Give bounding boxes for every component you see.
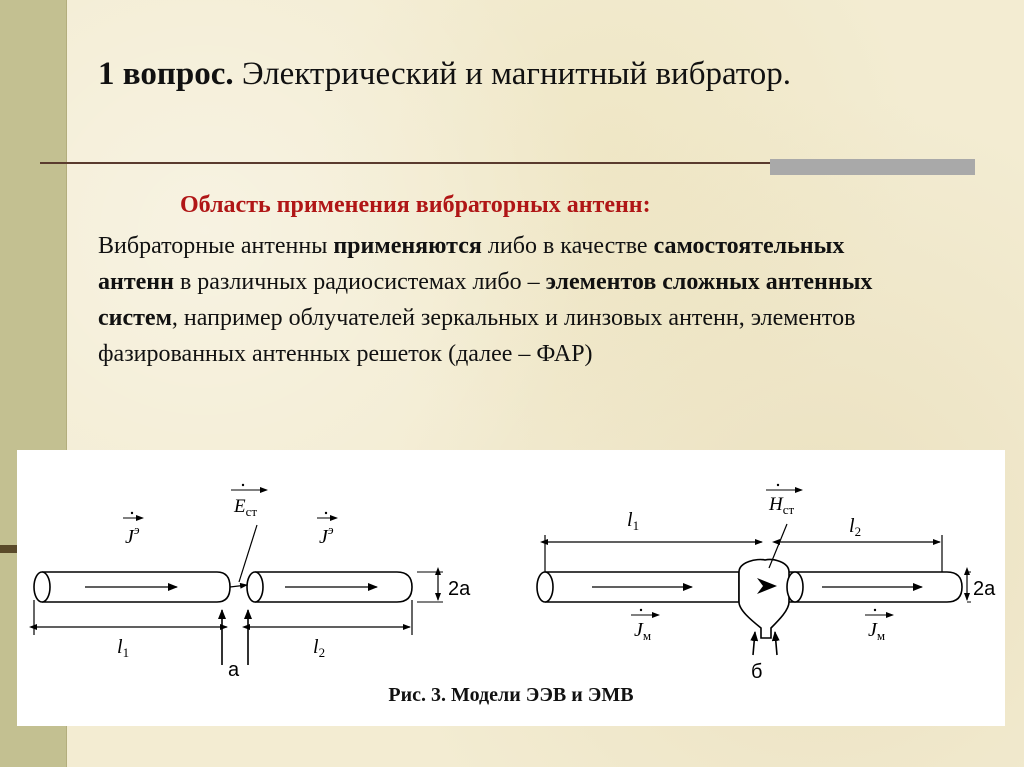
gap-label-b: б <box>751 661 763 683</box>
field-label-h: $H_{ст}$ <box>769 494 795 517</box>
current-label-left: $J^э$ <box>125 522 140 548</box>
feed-arrow-m-right <box>775 632 777 655</box>
left-rod-m <box>537 572 739 602</box>
dim-l1-label: $l_1$ <box>117 636 130 660</box>
gap-field-arrow <box>230 585 247 587</box>
figure-panel <box>17 450 1005 726</box>
current-dot-right <box>325 512 327 514</box>
gap-label-a: а <box>228 659 240 681</box>
magnetic-vibrator-model <box>537 484 996 683</box>
dim-l2-label: $l_2$ <box>313 636 326 660</box>
body-paragraph <box>98 228 918 372</box>
field-dot-h <box>777 484 779 486</box>
field-label-e: $E_{ст}$ <box>234 496 258 519</box>
right-rod <box>247 572 412 602</box>
left-accent-marker <box>0 545 17 553</box>
left-rod <box>34 572 230 602</box>
feed-arrow-m-left <box>753 632 755 655</box>
right-rod-m <box>787 572 962 602</box>
current-dot-m-left <box>640 609 642 611</box>
paragraph-bold-3: элементов сложных антенных систем <box>98 269 873 331</box>
slide-title <box>98 54 791 94</box>
current-label-m-right: $J_м$ <box>868 619 886 643</box>
title-text: Электрический и магнитный вибратор. <box>233 56 792 92</box>
paragraph-text-1: Вибраторные антенны <box>98 233 334 259</box>
current-label-m-left: $J_м$ <box>634 619 652 643</box>
diameter-label-left: 2а <box>448 578 471 600</box>
field-dot-e <box>242 484 244 486</box>
section-heading: Область применения вибраторных антенн: <box>180 192 651 218</box>
paragraph-text-2: либо в качестве <box>481 233 654 259</box>
diameter-label-right: 2а <box>973 578 996 600</box>
paragraph-text-3: в различных радиосистемах либо – <box>173 269 546 295</box>
title-divider-accent <box>770 159 975 175</box>
current-dot-m-right <box>874 609 876 611</box>
electric-vibrator-model <box>34 484 471 681</box>
dim-m-l2-label: $l_2$ <box>849 515 862 539</box>
dim-m-l1-label: $l_1$ <box>627 509 640 533</box>
current-label-right: $J^э$ <box>319 522 334 548</box>
figure-caption: Рис. 3. Модели ЭЭВ и ЭМВ <box>388 684 634 706</box>
feed-junction <box>739 560 789 639</box>
paragraph-text-4: , например облучателей зеркальных и линзовых антенн, элементов фазированных антенных решеток (далее – ФАР) <box>98 305 856 367</box>
paragraph-bold-2: самостоятельных антенн <box>98 233 845 295</box>
title-number: 1 вопрос. <box>98 56 234 92</box>
current-dot-left <box>131 512 133 514</box>
paragraph-bold-1: применяются <box>333 233 482 259</box>
